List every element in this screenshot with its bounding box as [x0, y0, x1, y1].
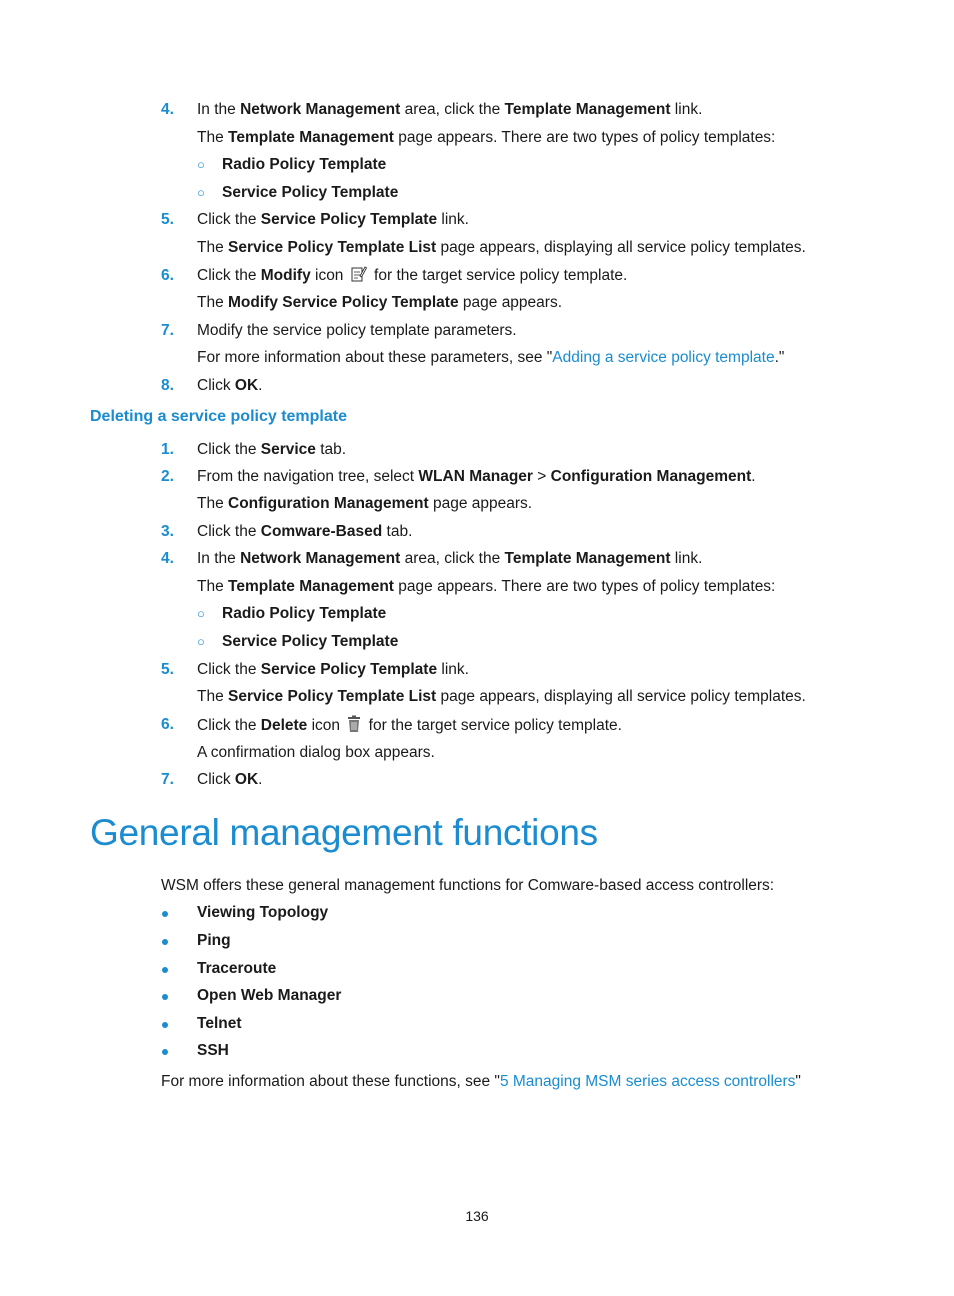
step-number: 3. — [161, 523, 174, 540]
circle-bullet-icon: ○ — [197, 634, 205, 649]
step-number: 8. — [161, 377, 174, 394]
circle-bullet-icon: ○ — [197, 185, 205, 200]
dot-bullet-icon — [162, 967, 168, 973]
dot-bullet-icon — [162, 939, 168, 945]
page-number: 136 — [465, 1208, 489, 1224]
step-text: In the Network Management area, click the Template Management link. — [197, 101, 703, 118]
dot-bullet-icon — [162, 911, 168, 917]
step-number: 7. — [161, 771, 174, 788]
step-number: 4. — [161, 550, 174, 567]
adding-template-link[interactable]: Adding a service policy template — [552, 349, 775, 366]
step-number: 6. — [161, 716, 174, 733]
managing-msm-link[interactable]: 5 Managing MSM series access controllers — [499, 1073, 796, 1090]
step-number: 5. — [161, 661, 174, 678]
step-number: 1. — [161, 441, 174, 458]
circle-bullet-icon: ○ — [197, 606, 205, 621]
dot-bullet-icon — [162, 994, 168, 1000]
step-number: 5. — [161, 211, 174, 228]
step-number: 6. — [161, 267, 174, 284]
dot-bullet-icon — [162, 1022, 168, 1028]
dot-bullet-icon — [162, 1049, 168, 1055]
step-number: 2. — [161, 468, 174, 485]
step-number: 4. — [161, 101, 174, 118]
section-heading: Deleting a service policy template — [90, 408, 347, 425]
chapter-heading: General management functions — [90, 812, 598, 853]
step-number: 7. — [161, 322, 174, 339]
trash-icon — [347, 715, 361, 739]
circle-bullet-icon: ○ — [197, 157, 205, 172]
modify-icon — [351, 266, 367, 289]
